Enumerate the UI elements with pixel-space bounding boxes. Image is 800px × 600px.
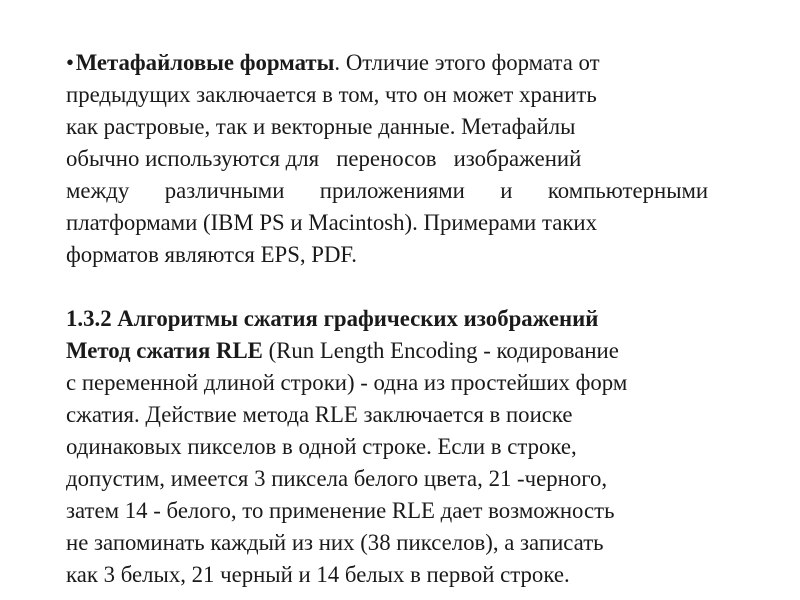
term-rle-method: Метод сжатия RLE xyxy=(66,338,263,364)
text-line: платформами (IBM PS и Macintosh). Примерами таких xyxy=(66,210,597,236)
text-line: допустим, имеется 3 пиксела белого цвета, 21 -черного, xyxy=(66,466,608,492)
bullet-marker: • xyxy=(66,50,74,76)
section-heading-compression-algorithms: 1.3.2 Алгоритмы сжатия графических изображений xyxy=(66,306,599,332)
paragraph-spacer xyxy=(66,271,708,303)
term-metafile-formats: Метафайловые форматы xyxy=(75,50,335,76)
text-line: одинаковых пикселов в одной строке. Если в строке, xyxy=(66,434,577,460)
text-line: затем 14 - белого, то применение RLE дает возможность xyxy=(66,498,615,524)
text-line: предыдущих заключается в том, что он может хранить xyxy=(66,82,597,108)
paragraph-rle-line-1 xyxy=(66,335,708,367)
text-line: с переменной длиной строки) - одна из простейших форм xyxy=(66,370,628,396)
slide-body-text xyxy=(66,47,708,591)
paragraph-metafile-line-1 xyxy=(66,47,708,79)
text-line: как растровые, так и векторные данные. Метафайлы xyxy=(66,114,576,140)
text-line: как 3 белых, 21 черный и 14 белых в первой строке. xyxy=(66,562,570,588)
text-line: (Run Length Encoding - кодирование xyxy=(262,338,619,364)
text-line: . Отличие этого формата от xyxy=(334,50,600,76)
text-line: сжатия. Действие метода RLE заключается в поиске xyxy=(66,402,573,428)
text-line: не запоминать каждый из них (38 пикселов), а записать xyxy=(66,530,604,556)
text-line-justified: между различными приложениями и компьютерными xyxy=(66,178,709,204)
text-line: форматов являются EPS, PDF. xyxy=(66,242,357,268)
text-line: обычно используются для переносов изображений xyxy=(66,146,582,172)
